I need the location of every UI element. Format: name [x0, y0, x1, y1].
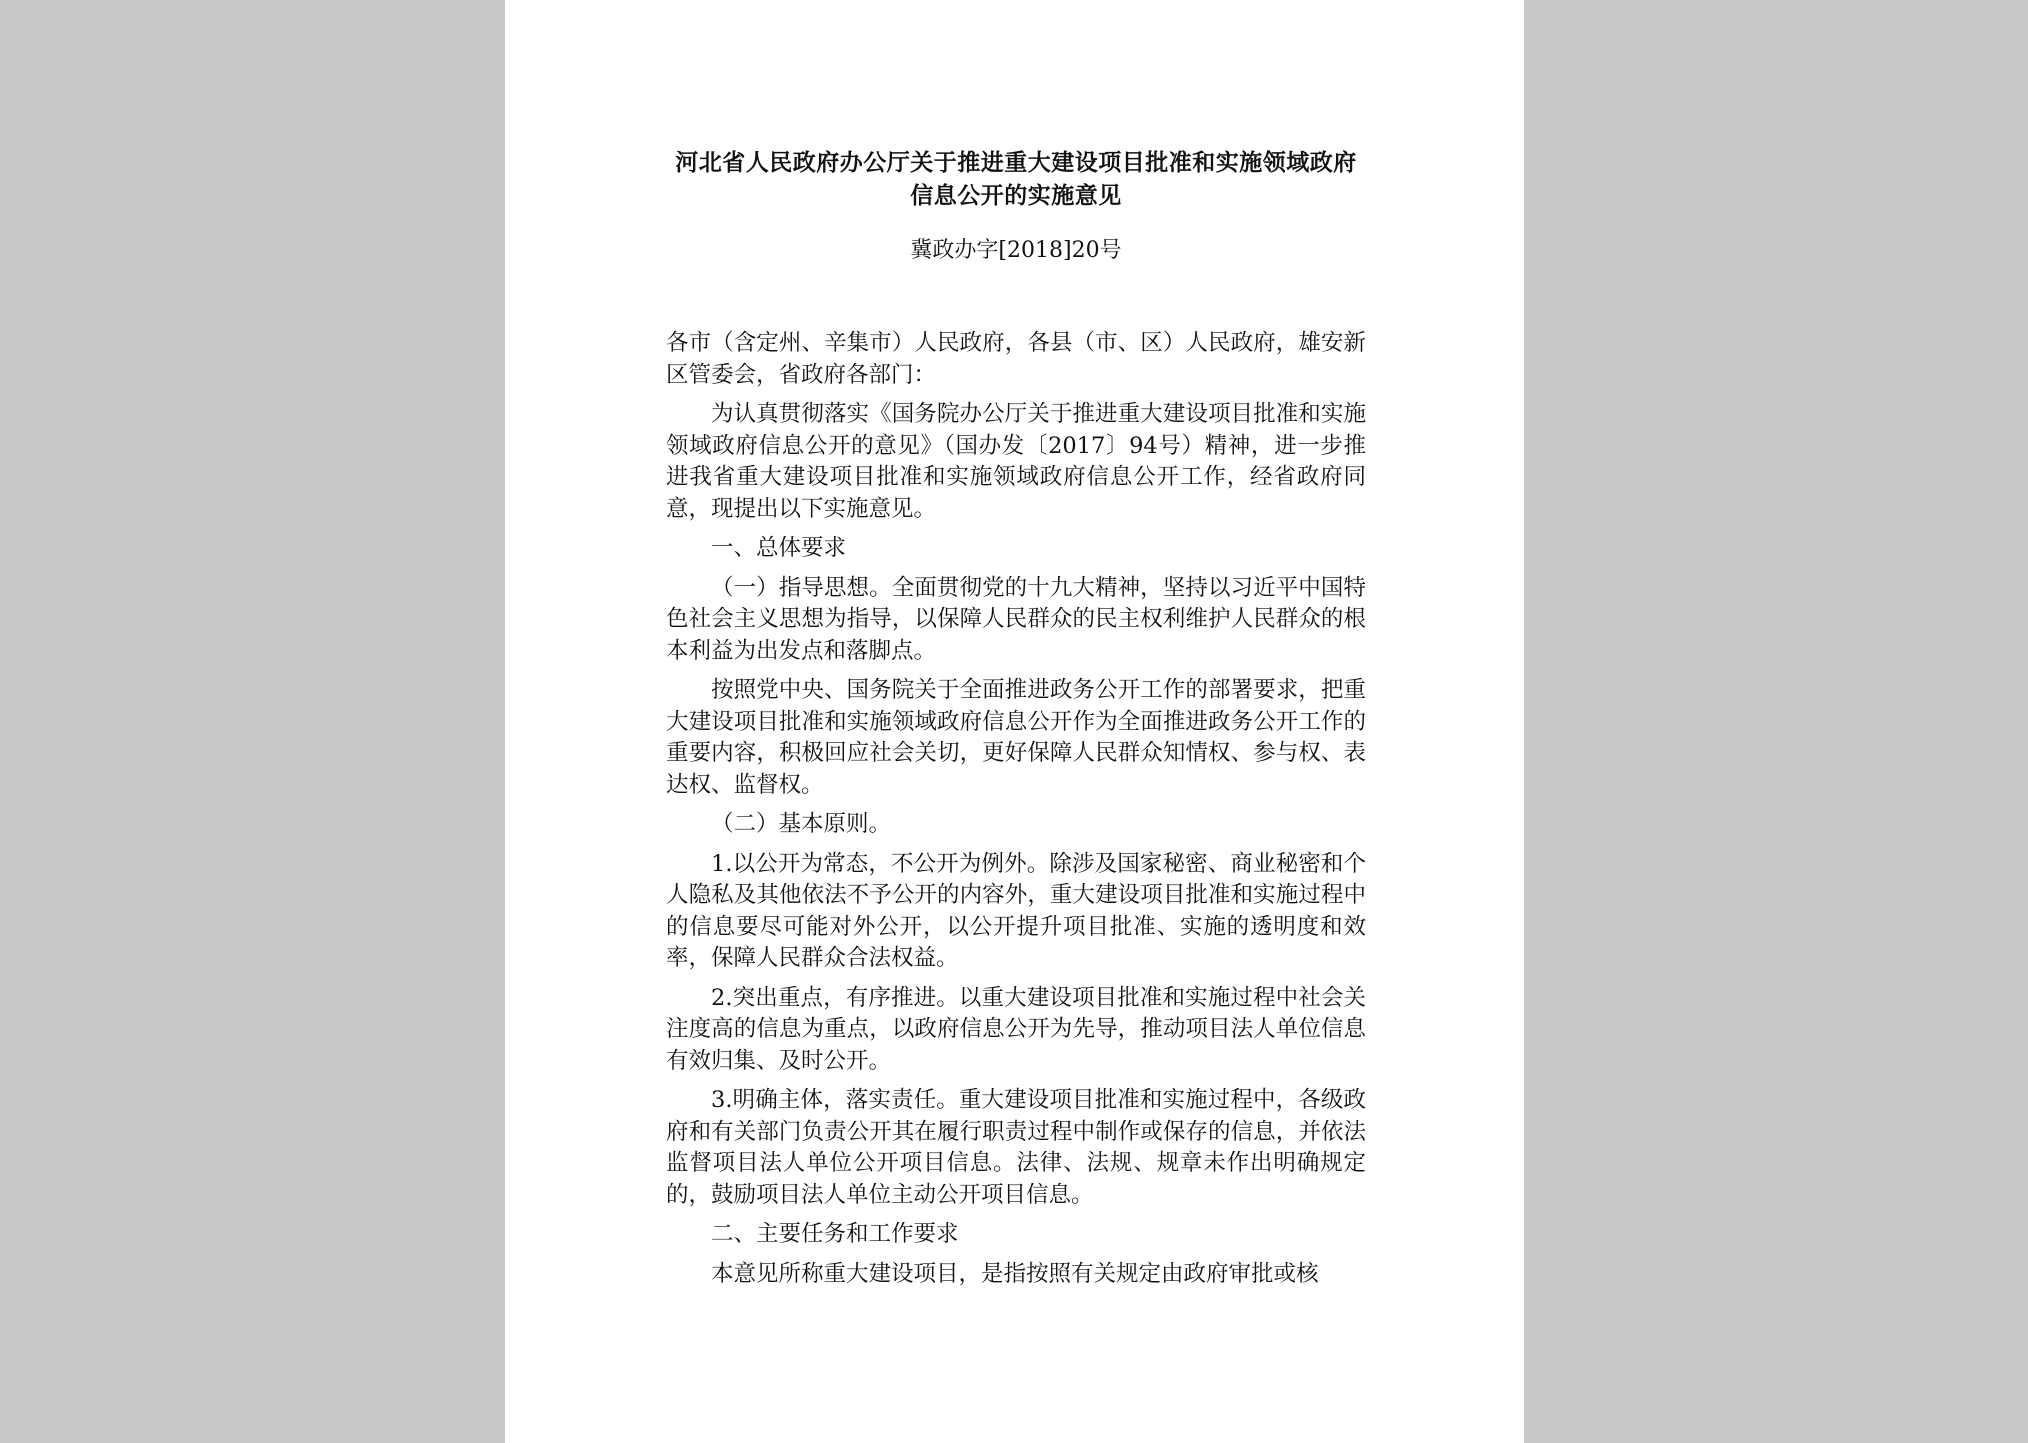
paragraph-definition: 本意见所称重大建设项目，是指按照有关规定由政府审批或核 — [711, 1260, 1319, 1287]
section-heading-2: 二、主要任务和工作要求 — [711, 1221, 959, 1247]
principle-3: 3.明确主体，落实责任。重大建设项目批准和实施过程中，各级政府和有关部门负责公开其在履行职责过程中制作或保存的信息，并依法监督项目法人单位公开项目信息。法律、法规、规章未作出明确规定的，鼓励项目法人单位主动公开项目信息。 — [666, 1087, 1366, 1208]
principle-1: 1.以公开为常态，不公开为例外。除涉及国家秘密、商业秘密和个人隐私及其他依法不予公开的内容外，重大建设项目批准和实施过程中的信息要尽可能对外公开，以公开提升项目批准、实施的透明度和效率，保障人民群众合法权益。 — [666, 850, 1366, 971]
document-title — [666, 146, 1366, 212]
document-page — [505, 0, 1524, 1443]
document-body — [666, 328, 1366, 1290]
subsection-heading-principles: （二）基本原则。 — [711, 811, 892, 837]
document-content — [666, 146, 1366, 1298]
document-number: 冀政办字[2018]20号 — [910, 238, 1122, 263]
title-line-2: 信息公开的实施意见 — [910, 182, 1122, 209]
title-line-1: 河北省人民政府办公厅关于推进重大建设项目批准和实施领域政府 — [675, 149, 1357, 176]
principle-2: 2.突出重点，有序推进。以重大建设项目批准和实施过程中社会关注度高的信息为重点，以政府信息公开为先导，推动项目法人单位信息有效归集、及时公开。 — [666, 984, 1366, 1074]
paragraph-intro: 为认真贯彻落实《国务院办公厅关于推进重大建设项目批准和实施领域政府信息公开的意见》（国办发〔2017〕94号）精神，进一步推进我省重大建设项目批准和实施领域政府信息公开工作，经省政府同意，现提出以下实施意见。 — [666, 401, 1366, 522]
paragraph-guiding-ideology: （一）指导思想。全面贯彻党的十九大精神，坚持以习近平中国特色社会主义思想为指导，以保障人民群众的民主权利维护人民群众的根本利益为出发点和落脚点。 — [666, 574, 1366, 664]
addressee: 各市（含定州、辛集市）人民政府，各县（市、区）人民政府，雄安新区管委会，省政府各部门： — [666, 330, 1366, 388]
section-heading-1: 一、总体要求 — [711, 535, 847, 561]
paragraph-deployment: 按照党中央、国务院关于全面推进政务公开工作的部署要求，把重大建设项目批准和实施领域政府信息公开作为全面推进政务公开工作的重要内容，积极回应社会关切，更好保障人民群众知情权、参与权、表达权、监督权。 — [666, 677, 1366, 798]
